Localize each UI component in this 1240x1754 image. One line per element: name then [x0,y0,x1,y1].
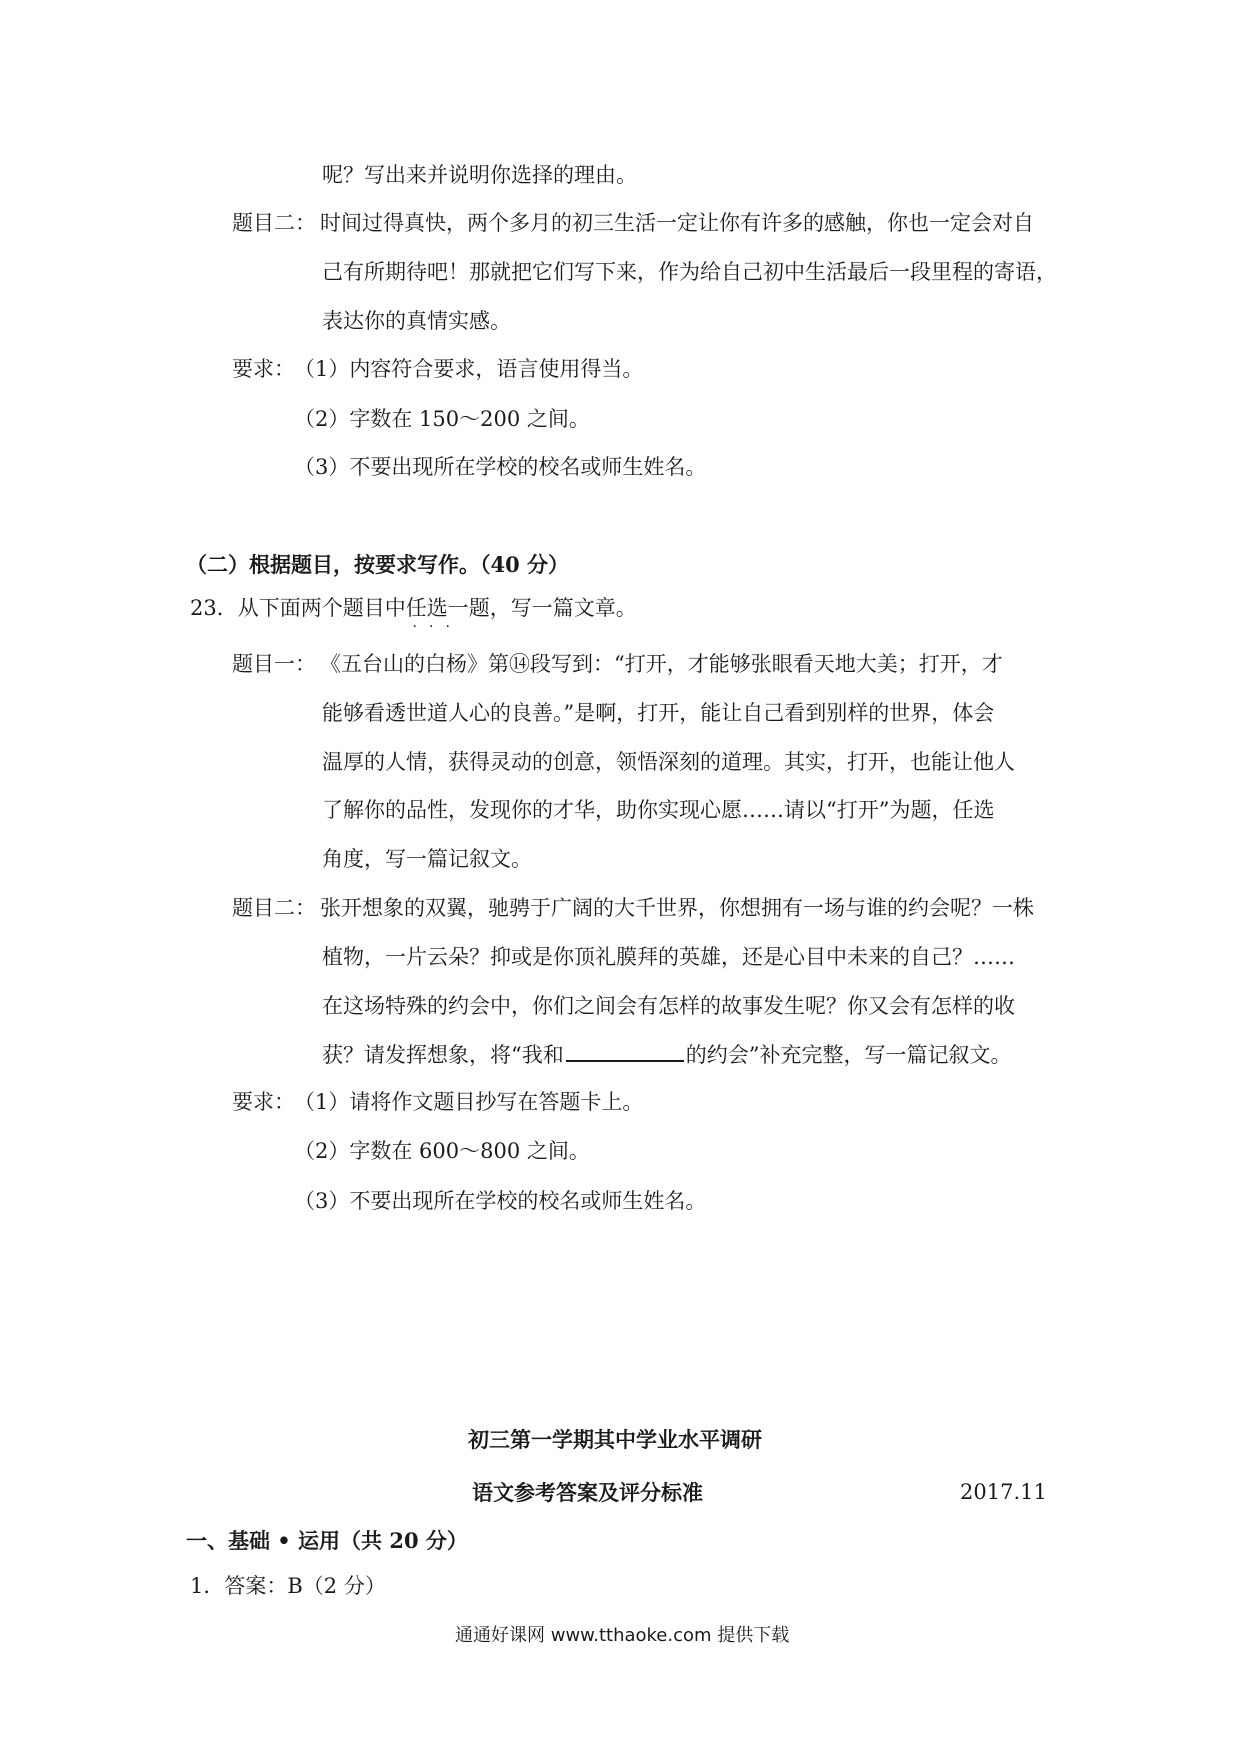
topic1-line2: 能够看透世道人心的良善。”是啊，打开，能让自己看到别样的世界，体会 [322,701,995,725]
answer-item-1: 1．答案：B（2 分） [190,1574,386,1598]
section2-heading: （二）根据题目，按要求写作。（40 分） [186,552,570,577]
prev-requirement-3: （3）不要出现所在学校的校名或师生姓名。 [294,455,707,479]
topic2-line4-start: 获？请发挥想象，将“我和 [322,1043,564,1067]
fill-in-blank [566,1042,684,1062]
question-23 [190,596,637,635]
requirements-label: 要求： [232,1090,295,1114]
prev-topic2-line3: 表达你的真情实感。 [322,309,511,333]
topic1-line3: 温厚的人情，获得灵动的创意，领悟深刻的道理。其实，打开，也能让他人 [322,750,1015,774]
requirement-1: （1）请将作文题目抄写在答题卡上。 [294,1090,644,1114]
prev-requirements-label: 要求： [232,357,295,381]
topic2-line4 [322,1042,1012,1068]
part1-heading: 一、基础 • 运用（共 20 分） [186,1528,468,1553]
prev-topic2-label: 题目二： [232,211,316,235]
answer-date: 2017.11 [960,1480,1047,1504]
prev-requirement-1: （1）内容符合要求，语言使用得当。 [294,357,644,381]
question-23-prefix: 23．从下面两个题目中 [190,596,406,620]
requirement-2: （2）字数在 600～800 之间。 [294,1139,590,1163]
topic2-line1: 张开想象的双翼，驰骋于广阔的大千世界，你想拥有一场与谁的约会呢？一株 [320,896,1034,920]
topic2-label: 题目二： [232,896,316,920]
prev-topic2-line1: 时间过得真快，两个多月的初三生活一定让你有许多的感触，你也一定会对自 [320,211,1034,235]
topic1-label: 题目一： [232,652,316,676]
question-23-emphasis [405,596,469,635]
topic2-line2: 植物，一片云朵？抑或是你顶礼膜拜的英雄，还是心目中未来的自己？…… [322,945,1015,969]
topic1-line4: 了解你的品性，发现你的才华，助你实现心愿……请以“打开”为题，任选 [322,798,995,822]
topic2-line4-end: 的约会”补充完整，写一篇记叙文。 [685,1043,1012,1067]
prev-topic1-tail: 呢？写出来并说明你选择的理由。 [322,163,637,187]
answer-title: 初三第一学期其中学业水平调研 [468,1427,762,1452]
topic1-line5: 角度，写一篇记叙文。 [322,847,532,871]
topic2-line3: 在这场特殊的约会中，你们之间会有怎样的故事发生呢？你又会有怎样的收 [322,994,1015,1018]
answer-subtitle: 语文参考答案及评分标准 [472,1480,703,1505]
prev-topic2-line2: 己有所期待吧！那就把它们写下来，作为给自己初中生活最后一段里程的寄语， [322,260,1057,284]
footer-download-note: 通通好课网 www.tthaoke.com 提供下载 [455,1625,790,1646]
question-23-emphasis-text: 任选一 [405,596,469,620]
prev-requirement-2: （2）字数在 150～200 之间。 [294,407,590,431]
requirement-3: （3）不要出现所在学校的校名或师生姓名。 [294,1189,707,1213]
question-23-suffix: 题，写一篇文章。 [468,596,637,620]
topic1-line1: 《五台山的白杨》第⑭段写到：“打开，才能够张眼看天地大美；打开，才 [320,652,1003,676]
emphasis-dots: ··· [412,619,462,635]
